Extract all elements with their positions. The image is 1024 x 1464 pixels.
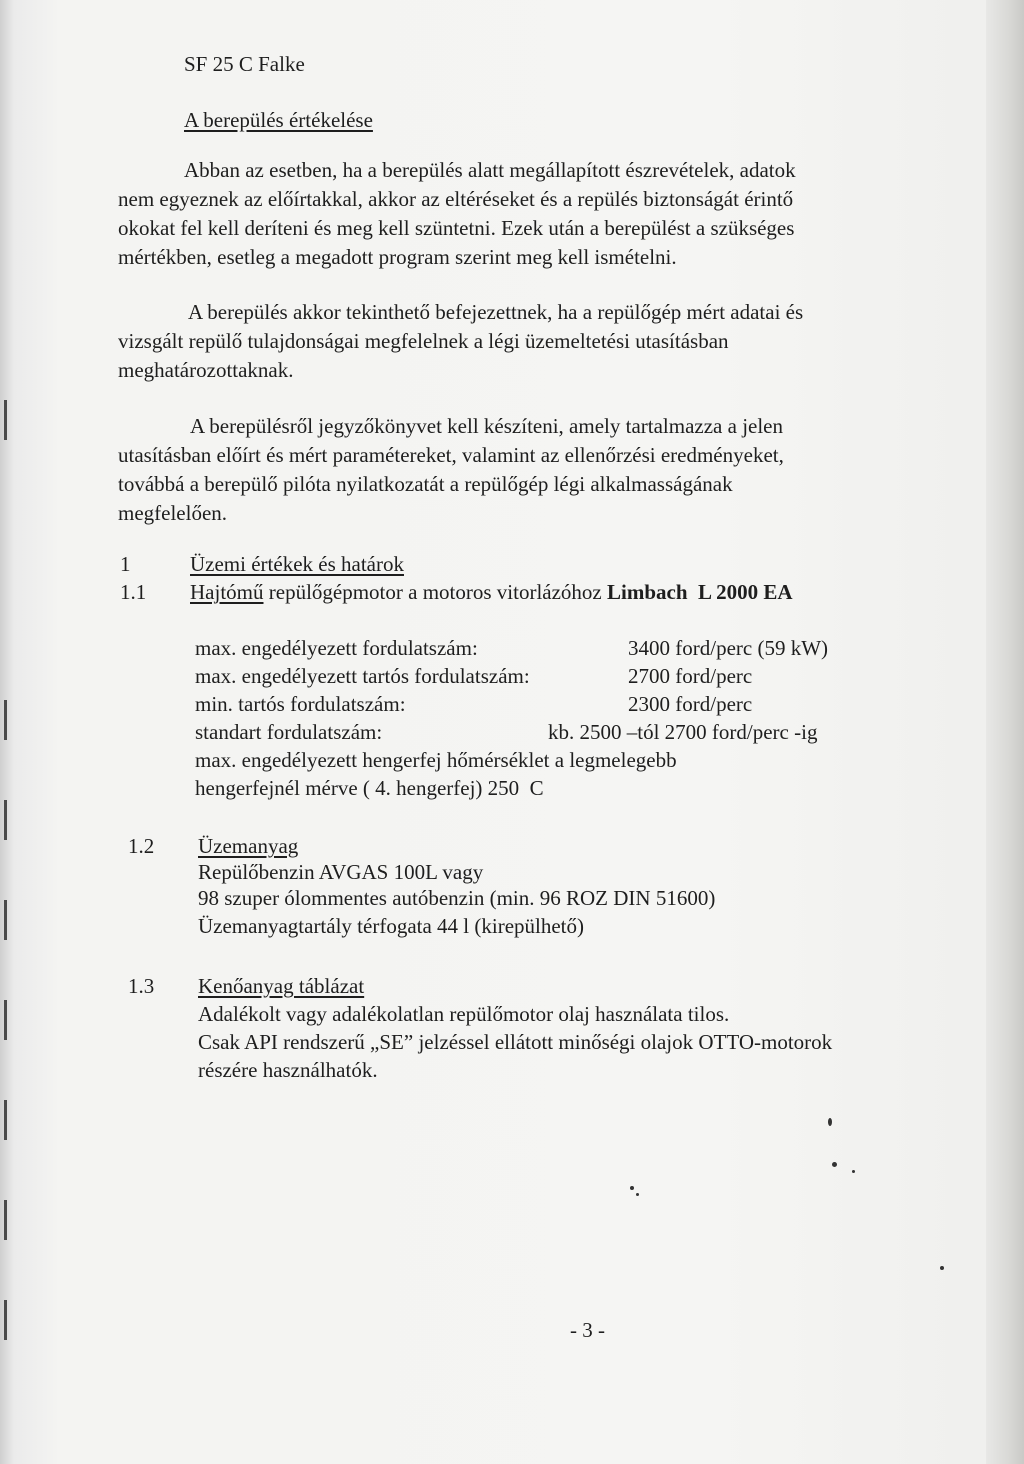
engine-model: Limbach L 2000 EA <box>607 580 793 604</box>
paragraph-3 <box>118 412 908 528</box>
paragraph-line: utasításban előírt és mért paramétereket, valamint az ellenőrzési eredményeket, <box>118 443 784 467</box>
section-number: 1 <box>120 552 131 576</box>
paragraph-line: A berepülésről jegyzőkönyvet kell készíteni, amely tartalmazza a jelen <box>190 414 784 438</box>
paragraph-line: vizsgált repülő tulajdonságai megfelelnek a légi üzemeltetési utasításban <box>118 329 729 353</box>
oil-line: Csak API rendszerű „SE” jelzéssel ellátott minőségi olajok OTTO-motorok <box>198 1030 833 1054</box>
document-header: SF 25 C Falke <box>184 52 305 76</box>
section-number: 1.2 <box>128 834 155 858</box>
oil-line: részére használhatók. <box>198 1058 378 1082</box>
paragraph-line: Abban az esetben, ha a berepülés alatt megállapított észrevételek, adatok <box>184 158 796 182</box>
scan-speck <box>940 1266 944 1270</box>
section-heading <box>190 580 793 605</box>
binding-mark <box>4 800 7 840</box>
page-number: - 3 - <box>570 1318 605 1342</box>
section-number: 1.3 <box>128 974 155 998</box>
paragraph-2 <box>118 298 908 385</box>
binding-mark <box>4 900 7 940</box>
binding-mark <box>4 700 7 740</box>
engine-value: 3400 ford/perc (59 kW) <box>628 636 829 660</box>
binding-mark <box>4 1300 7 1340</box>
binding-mark <box>4 1000 7 1040</box>
scan-speck <box>828 1118 832 1126</box>
paragraph-line: megfelelően. <box>118 501 228 525</box>
fuel-line: Üzemanyagtartály térfogata 44 l (kirepülhető) <box>198 914 584 938</box>
engine-value: 2700 ford/perc <box>628 664 753 688</box>
paragraph-line: nem egyeznek az előírtakkal, akkor az eltéréseket és a repülés biztonságát érintő <box>118 187 794 211</box>
section-heading: Üzemi értékek és határok <box>190 552 404 576</box>
engine-label: max. engedélyezett tartós fordulatszám: <box>195 664 530 688</box>
engine-label: standart fordulatszám: <box>195 720 383 744</box>
scan-speck <box>630 1186 634 1190</box>
scan-speck <box>852 1170 855 1173</box>
engine-note: max. engedélyezett hengerfej hőmérséklet a legmelegebb <box>195 748 677 772</box>
heading-text: repülőgépmotor a motoros vitorlázóhoz <box>263 580 607 604</box>
paragraph-line: továbbá a berepülő pilóta nyilatkozatát a repülőgép légi alkalmasságának <box>118 472 733 496</box>
fuel-line: 98 szuper ólommentes autóbenzin (min. 96 ROZ DIN 51600) <box>198 886 716 910</box>
binding-mark <box>4 1200 7 1240</box>
engine-value: kb. 2500 –tól 2700 ford/perc -ig <box>548 720 818 744</box>
scan-speck <box>636 1193 639 1196</box>
paragraph-line: A berepülés akkor tekinthető befejezettnek, ha a repülőgép mért adatai és <box>188 300 804 324</box>
engine-label: max. engedélyezett fordulatszám: <box>195 636 478 660</box>
page-edge <box>986 0 1024 1464</box>
engine-note: hengerfejnél mérve ( 4. hengerfej) 250 C <box>195 776 544 800</box>
section-title: A berepülés értékelése <box>184 108 373 132</box>
fuel-line: Repülőbenzin AVGAS 100L vagy <box>198 860 484 884</box>
binding-mark <box>4 400 7 440</box>
engine-value: 2300 ford/perc <box>628 692 753 716</box>
paragraph-line: meghatározottaknak. <box>118 358 294 382</box>
section-heading: Kenőanyag táblázat <box>198 974 365 998</box>
paragraph-line: okokat fel kell deríteni és meg kell szüntetni. Ezek után a berepülést a szükséges <box>118 216 795 240</box>
scan-speck <box>832 1162 837 1167</box>
paragraph-line: mértékben, esetleg a megadott program szerint meg kell ismételni. <box>118 245 677 269</box>
section-heading: Üzemanyag <box>198 834 299 858</box>
paragraph-1 <box>118 156 908 272</box>
binding-mark <box>4 1100 7 1140</box>
engine-label: min. tartós fordulatszám: <box>195 692 406 716</box>
section-number: 1.1 <box>120 580 147 604</box>
heading-underlined: Hajtómű <box>190 580 264 604</box>
oil-line: Adalékolt vagy adalékolatlan repülőmotor olaj használata tilos. <box>198 1002 730 1026</box>
